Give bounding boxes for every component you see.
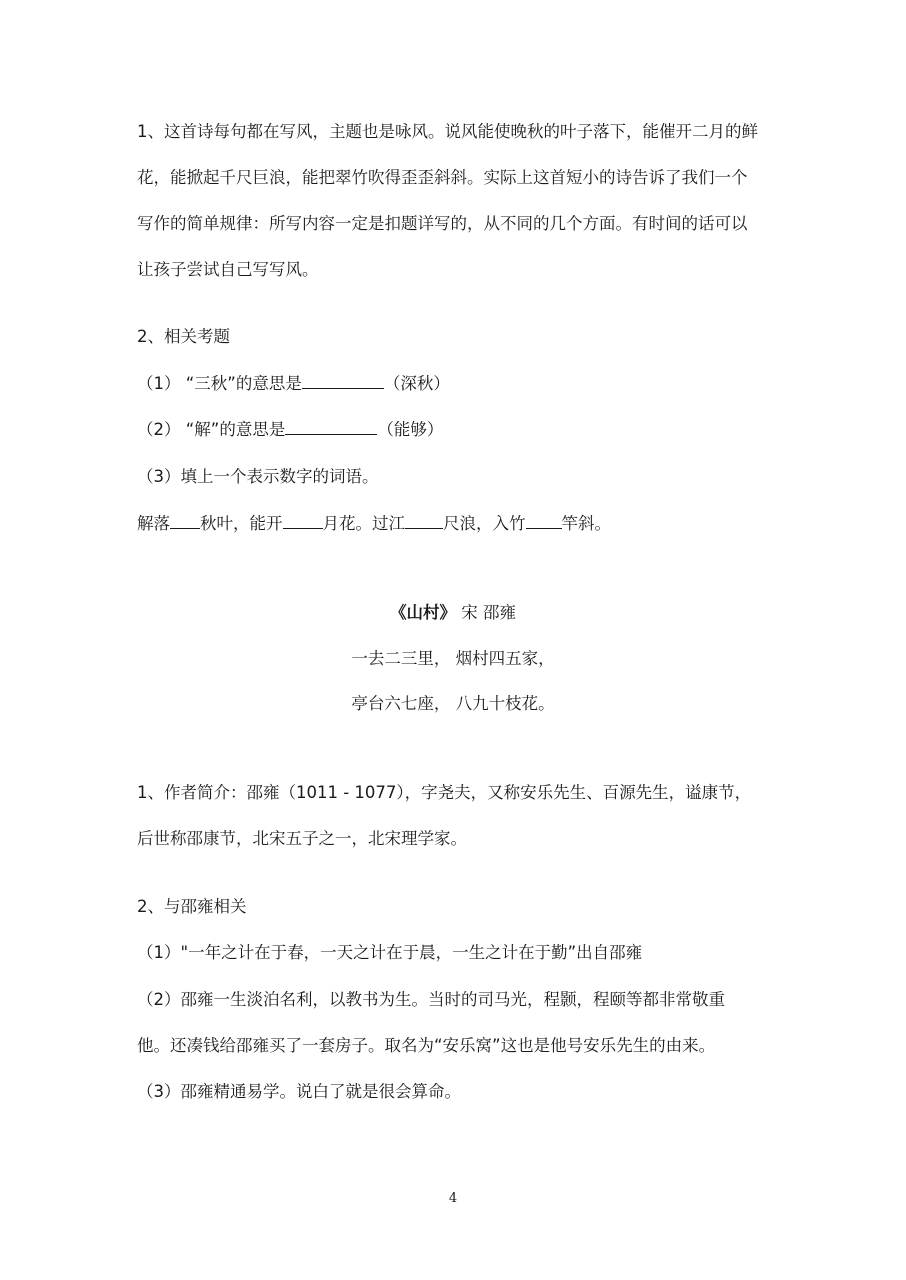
question-2-text: （2） “解”的意思是 [137,420,286,439]
fill-text: 解落 [137,514,170,533]
question-1-answer: （深秋） [383,374,450,393]
note1-line-1: 1、这首诗每句都在写风，主题也是咏风。说风能使晚秋的叶子落下，能催开二月的鲜 [137,122,758,141]
related-item-3: （3）邵雍精通易学。说白了就是很会算命。 [137,1082,461,1101]
fill-blank [283,514,323,529]
question-1-text: （1） “三秋”的意思是 [137,374,302,393]
question-1 [137,373,450,395]
fill-blank [170,514,200,529]
related-item-1: （1）"一年之计在于春，一天之计在于晨，一生之计在于勤”出自邵雍 [137,943,643,962]
fill-in-line [137,513,611,535]
related-item-2-line-1: （2）邵雍一生淡泊名利，以教书为生。当时的司马光，程颢，程颐等都非常敬重 [137,990,725,1009]
note1-line-4: 让孩子尝试自己写写风。 [137,260,319,279]
poem-author: 宋 邵雍 [461,603,516,622]
fill-blank [526,514,562,529]
page-number: 4 [448,1191,458,1206]
poem-title-line [0,602,906,624]
poem-title: 《山村》 [390,603,456,622]
poem-line-1: 一去二三里， 烟村四五家， [351,649,555,668]
question-2-answer: （能够） [377,420,444,439]
fill-text: 秋叶，能开 [200,514,283,533]
fill-text: 月花。过江 [322,514,405,533]
note1-line-3: 写作的简单规律：所写内容一定是扣题详写的，从不同的几个方面。有时间的话可以 [137,214,748,233]
question-2 [137,419,443,441]
poem-line-2: 亭台六七座， 八九十枝花。 [351,694,555,713]
fill-text: 尺浪，入竹 [443,514,526,533]
fill-blank [405,514,443,529]
note1-line-2: 花，能掀起千尺巨浪，能把翠竹吹得歪歪斜斜。实际上这首短小的诗告诉了我们一个 [137,168,748,187]
answer-blank [302,374,384,389]
author-intro-line-1: 1、作者简介：邵雍（1011 - 1077），字尧夫，又称安乐先生、百源先生，谥康节， [137,783,752,802]
author-related-heading: 2、与邵雍相关 [137,897,247,916]
note2-heading: 2、相关考题 [137,327,230,346]
question-3: （3）填上一个表示数字的词语。 [137,467,379,486]
answer-blank [285,420,377,435]
fill-text: 竿斜。 [561,514,611,533]
related-item-2-line-2: 他。还凑钱给邵雍买了一套房子。取名为“安乐窝”这也是他号安乐先生的由来。 [137,1036,716,1055]
author-intro-line-2: 后世称邵康节，北宋五子之一，北宋理学家。 [137,829,467,848]
